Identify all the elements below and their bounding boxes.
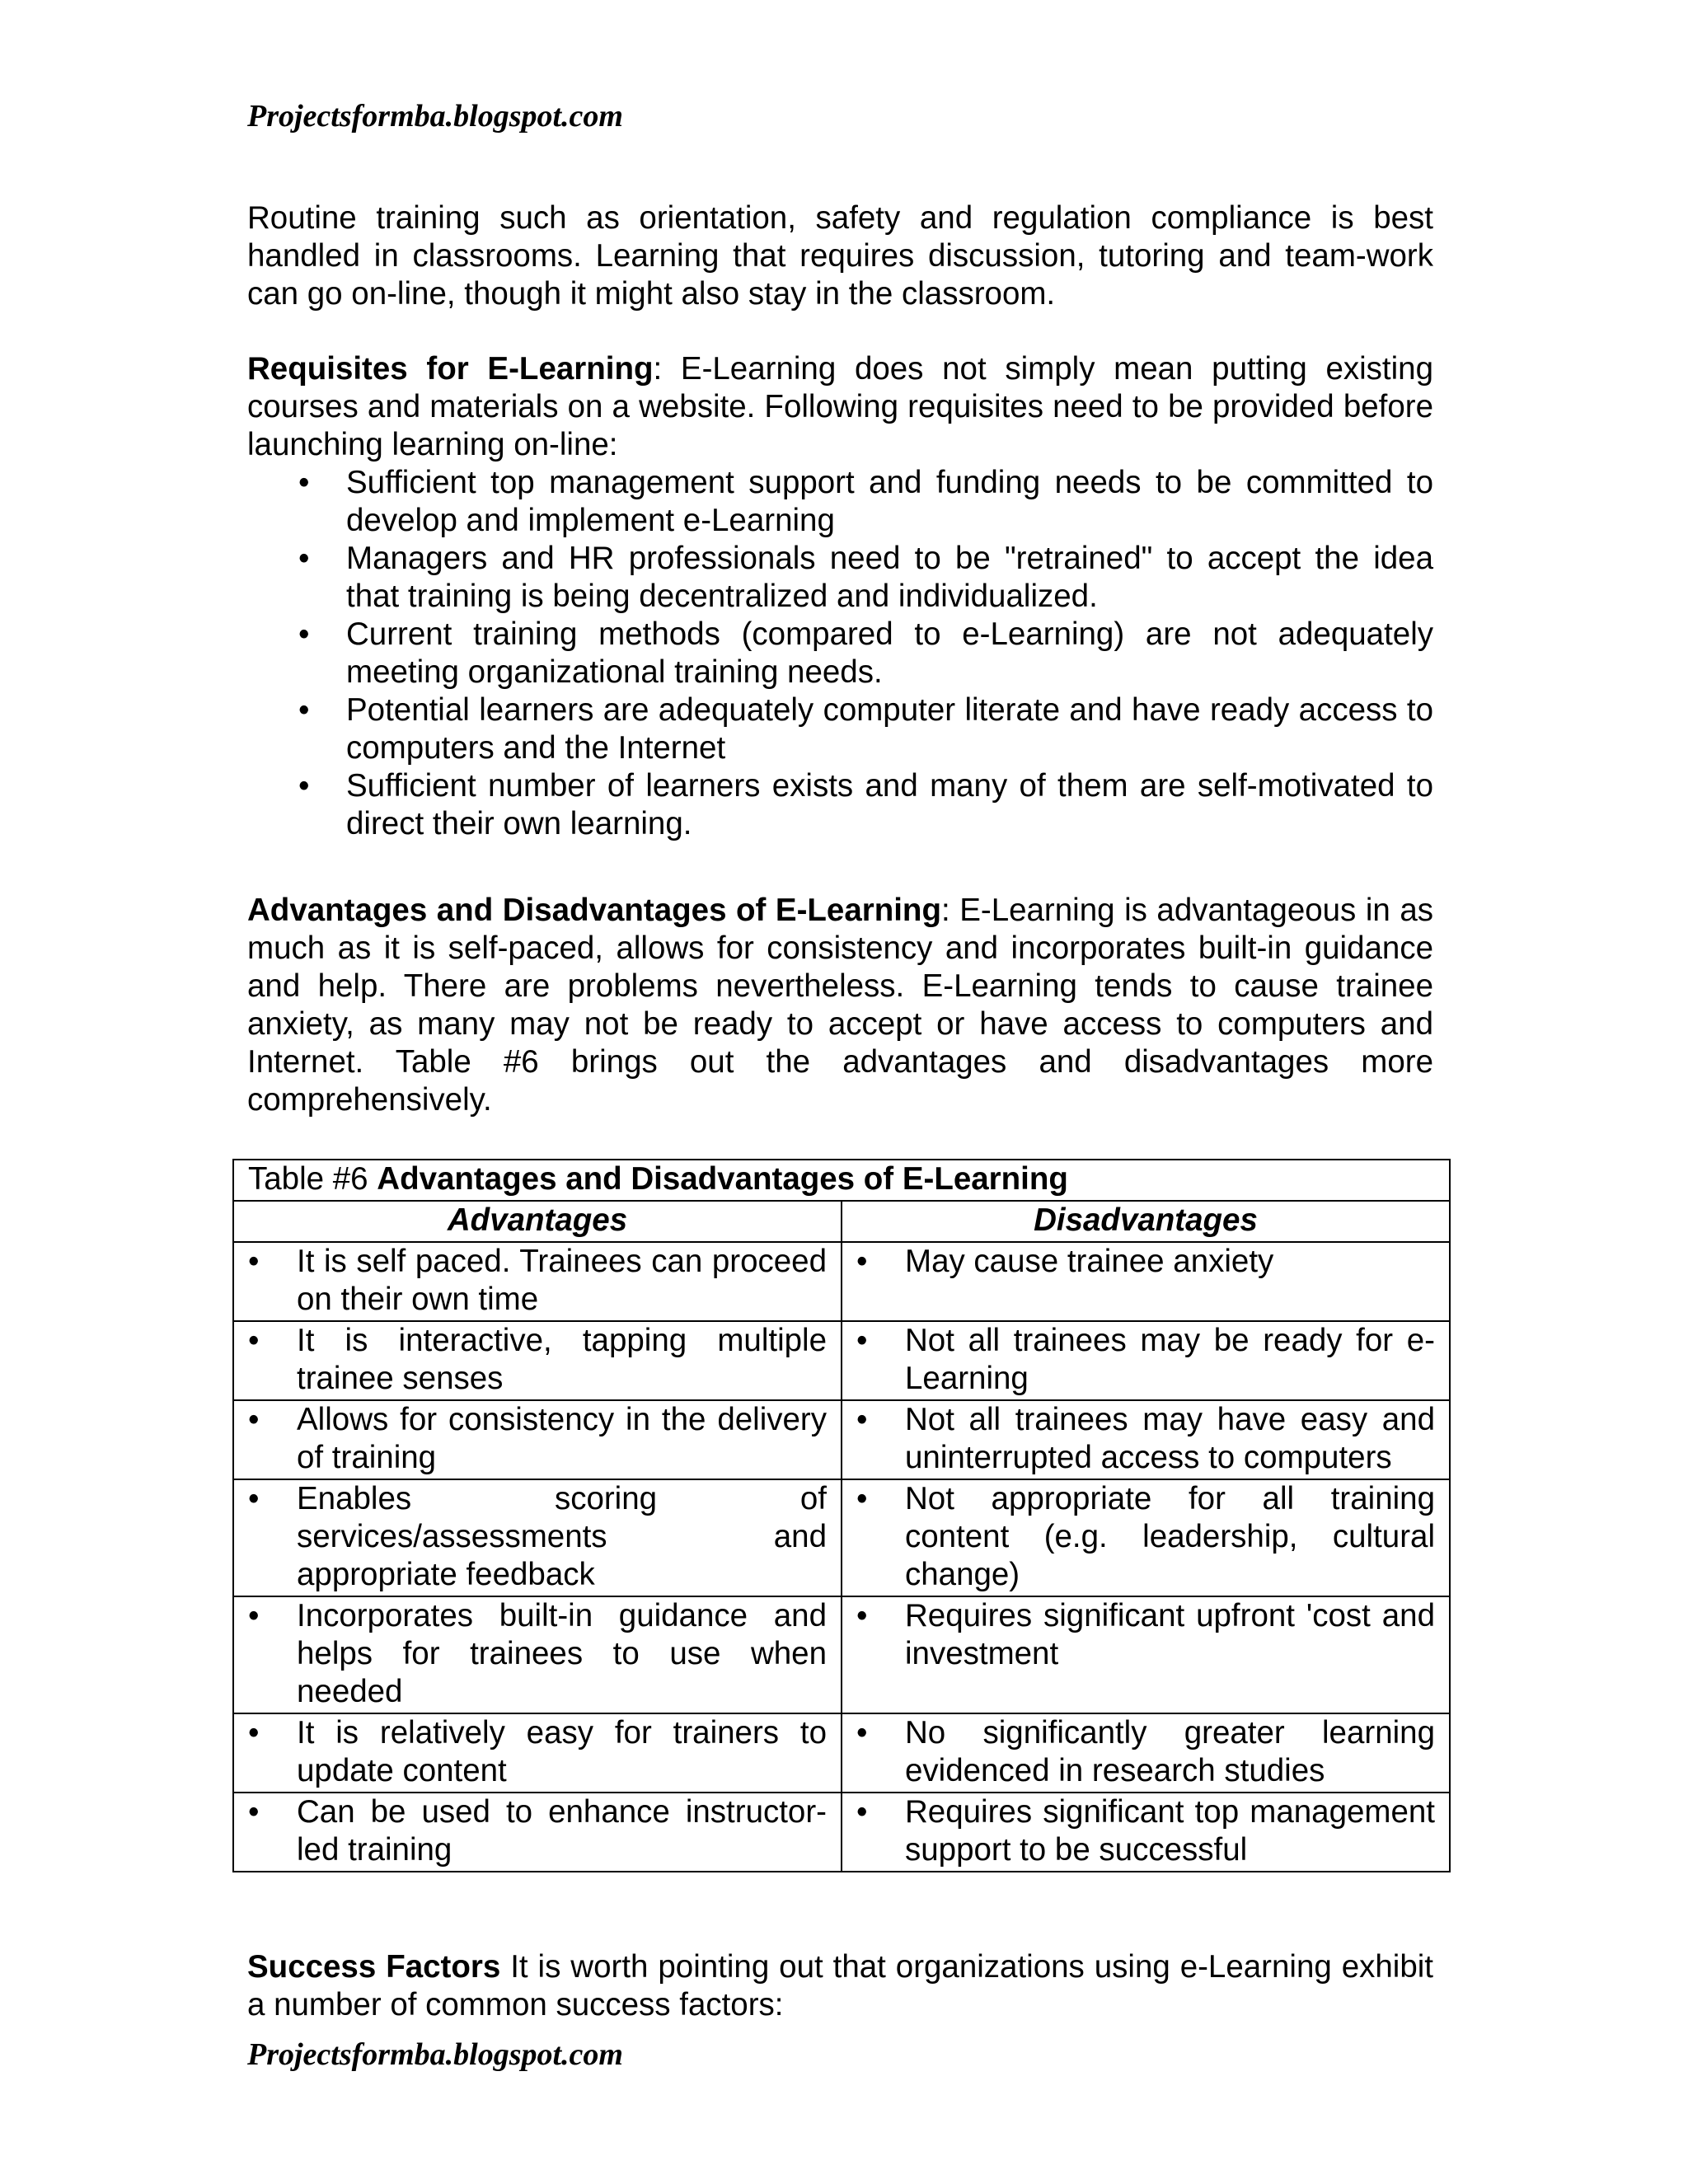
bullet-icon: • — [856, 1323, 868, 1358]
success-paragraph — [247, 1948, 1433, 2024]
advantage-text: It is self paced. Trainees can proceed on their own time — [297, 1244, 827, 1317]
bullet-icon: • — [856, 1244, 868, 1279]
intro-text: Routine training such as orientation, safety and regulation compliance is best handled in classrooms. Learning that requires discussion, tutoring and team-work can go on-line, though it might also stay in the classroom. — [247, 200, 1433, 312]
table-caption-row — [233, 1160, 1450, 1201]
table-row — [233, 1321, 1450, 1400]
advantage-cell — [233, 1242, 842, 1321]
disadvantage-cell — [842, 1321, 1450, 1400]
disadvantage-text: Requires significant top management support to be successful — [905, 1794, 1435, 1868]
bullet-icon: • — [298, 692, 310, 728]
bullet-icon: • — [856, 1481, 868, 1516]
advantage-text: Allows for consistency in the delivery of training — [297, 1402, 827, 1475]
list-item-text: Potential learners are adequately computer literate and have ready access to computers and the Internet — [346, 692, 1433, 766]
disadvantage-text: Requires significant upfront 'cost and investment — [905, 1598, 1435, 1671]
column-header-advantages: Advantages — [233, 1201, 842, 1242]
requisites-heading: Requisites for E-Learning — [247, 351, 654, 387]
advantage-text: It is relatively easy for trainers to update content — [297, 1715, 827, 1788]
disadvantage-cell — [842, 1596, 1450, 1713]
bullet-icon: • — [248, 1402, 260, 1437]
list-item-text: Sufficient top management support and funding needs to be committed to develop and implement e-Learning — [346, 465, 1433, 538]
table-header-row — [233, 1201, 1450, 1242]
advantage-cell — [233, 1713, 842, 1793]
bullet-icon: • — [856, 1794, 868, 1830]
table-row — [233, 1479, 1450, 1596]
advantages-text: : E-Learning is advantageous in as much as it is self-paced, allows for consistency and incorporates built-in guidance and help. There are problems nevertheless. E-Learning tends to cause trainee anxiety, as many may not be ready to accept or have access to computers and Internet. Table #6 brings out the advantages and disadvantages more comprehensively. — [247, 893, 1433, 1118]
intro-paragraph — [247, 199, 1433, 313]
disadvantage-cell — [842, 1793, 1450, 1872]
table-row — [233, 1242, 1450, 1321]
table-row — [233, 1713, 1450, 1793]
advantage-cell — [233, 1479, 842, 1596]
bullet-icon: • — [248, 1323, 260, 1358]
success-text: It is worth pointing out that organizations using e-Learning exhibit a number of common success factors: — [247, 1949, 1434, 2022]
list-item-text: Current training methods (compared to e-Learning) are not adequately meeting organizational training needs. — [346, 616, 1433, 690]
advantage-cell — [233, 1793, 842, 1872]
table-caption-prefix: Table #6 — [248, 1161, 377, 1197]
bullet-icon: • — [248, 1244, 260, 1279]
list-item-text: Sufficient number of learners exists and many of them are self-motivated to direct their own learning. — [346, 768, 1433, 841]
success-heading: Success Factors — [247, 1949, 501, 1985]
bullet-icon: • — [856, 1715, 868, 1750]
advantage-text: It is interactive, tapping multiple trainee senses — [297, 1323, 827, 1396]
table-caption-title: Advantages and Disadvantages of E-Learning — [377, 1161, 1068, 1197]
disadvantage-text: May cause trainee anxiety — [905, 1244, 1274, 1279]
header-site-name: Projectsformba.blogspot.com — [247, 99, 623, 134]
disadvantage-text: Not appropriate for all training content (e.g. leadership, cultural change) — [905, 1481, 1435, 1592]
requisites-text: : E-Learning does not simply mean putting existing courses and materials on a website. Following requisites need to be provided before launching learning on-line: — [247, 351, 1433, 462]
table-row — [233, 1793, 1450, 1872]
bullet-icon: • — [298, 541, 310, 576]
table-row — [233, 1596, 1450, 1713]
advantages-section — [247, 892, 1433, 1119]
advantage-cell — [233, 1596, 842, 1713]
list-item — [247, 767, 1433, 843]
requisites-section — [247, 350, 1433, 843]
table-row — [233, 1400, 1450, 1479]
requisites-list — [247, 464, 1433, 843]
list-item — [247, 616, 1433, 691]
list-item — [247, 691, 1433, 767]
advantages-table — [232, 1159, 1451, 1872]
advantage-cell — [233, 1400, 842, 1479]
disadvantage-text: Not all trainees may have easy and uninterrupted access to computers — [905, 1402, 1435, 1475]
list-item — [247, 540, 1433, 616]
disadvantage-cell — [842, 1479, 1450, 1596]
bullet-icon: • — [298, 768, 310, 804]
list-item-text: Managers and HR professionals need to be "retrained" to accept the idea that training is being decentralized and individualized. — [346, 541, 1433, 614]
list-item — [247, 464, 1433, 540]
advantages-heading: Advantages and Disadvantages of E-Learning — [247, 893, 941, 928]
bullet-icon: • — [248, 1715, 260, 1750]
advantage-text: Enables scoring of services/assessments and appropriate feedback — [297, 1481, 827, 1592]
success-section — [247, 1948, 1433, 2024]
disadvantage-cell — [842, 1400, 1450, 1479]
disadvantage-text: Not all trainees may be ready for e-Learning — [905, 1323, 1435, 1396]
bullet-icon: • — [248, 1794, 260, 1830]
column-header-disadvantages: Disadvantages — [842, 1201, 1450, 1242]
disadvantage-text: No significantly greater learning evidenced in research studies — [905, 1715, 1435, 1788]
advantage-text: Can be used to enhance instructor-led training — [297, 1794, 827, 1868]
advantages-paragraph — [247, 892, 1433, 1119]
bullet-icon: • — [856, 1598, 868, 1633]
disadvantage-cell — [842, 1242, 1450, 1321]
requisites-paragraph — [247, 350, 1433, 464]
footer-site-name: Projectsformba.blogspot.com — [247, 2037, 623, 2072]
bullet-icon: • — [298, 465, 310, 500]
bullet-icon: • — [248, 1598, 260, 1633]
table-caption — [233, 1160, 1450, 1201]
bullet-icon: • — [298, 616, 310, 652]
bullet-icon: • — [856, 1402, 868, 1437]
bullet-icon: • — [248, 1481, 260, 1516]
advantage-cell — [233, 1321, 842, 1400]
advantage-text: Incorporates built-in guidance and helps for trainees to use when needed — [297, 1598, 827, 1709]
disadvantage-cell — [842, 1713, 1450, 1793]
